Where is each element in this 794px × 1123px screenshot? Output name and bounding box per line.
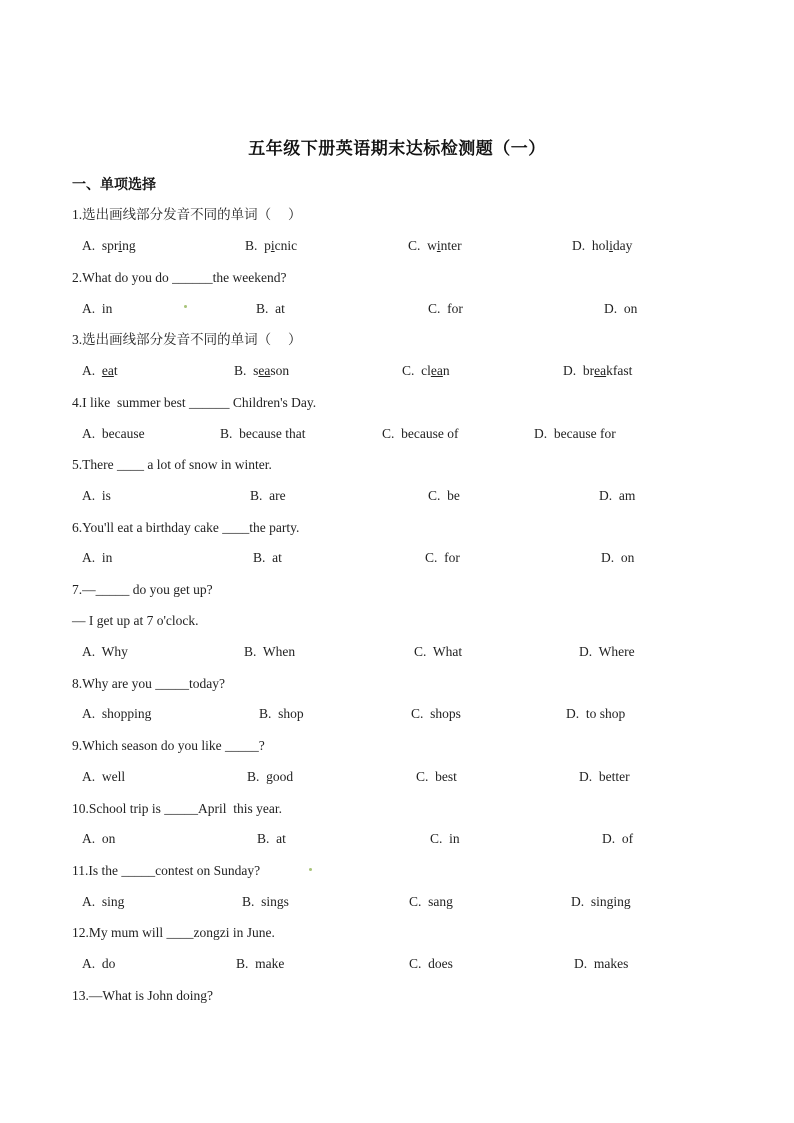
- page-title: 五年级下册英语期末达标检测题（一）: [248, 139, 546, 159]
- underlined-letters: ea: [594, 363, 607, 378]
- option-text: C. w: [408, 238, 437, 253]
- answer-option: [416, 768, 457, 786]
- answer-option: [402, 362, 450, 380]
- answer-option: [574, 955, 628, 973]
- question-stem: 7.—_____ do you get up?: [72, 582, 213, 597]
- question-stem: 4.I like summer best ______ Children's Day.: [72, 395, 317, 410]
- option-text: B. shop: [259, 706, 304, 721]
- question-stem: 5.There ____ a lot of snow in winter.: [72, 457, 272, 472]
- underlined-letters: ea: [101, 363, 114, 378]
- option-text: A. in: [82, 550, 113, 565]
- question-stem: 2.What do you do ______the weekend?: [72, 270, 287, 285]
- option-row: [0, 830, 794, 848]
- decorative-dot: [184, 305, 187, 308]
- answer-option: [604, 300, 637, 318]
- option-text: C. cl: [402, 363, 431, 378]
- option-row: [0, 893, 794, 911]
- answer-option: [257, 830, 286, 848]
- option-text: A. do: [82, 956, 116, 971]
- option-text-rest: nter: [440, 238, 462, 253]
- answer-option: [563, 362, 632, 380]
- answer-option: [247, 768, 293, 786]
- answer-option: [411, 705, 461, 723]
- option-text: B. sings: [242, 894, 289, 909]
- answer-option: [82, 425, 145, 443]
- option-text: A. is: [82, 488, 111, 503]
- option-text: D. hol: [572, 238, 610, 253]
- question-stem: 1.选出画线部分发音不同的单词（ ）: [72, 207, 302, 222]
- answer-option: [82, 830, 115, 848]
- question-stem: 8.Why are you _____today?: [72, 676, 225, 691]
- option-text: C. in: [430, 831, 460, 846]
- answer-option: [82, 893, 124, 911]
- answer-option: [82, 705, 151, 723]
- option-text: D. makes: [574, 956, 629, 971]
- question-stem: 13.—What is John doing?: [72, 988, 213, 1003]
- decorative-dot: [309, 868, 312, 871]
- answer-option: [220, 425, 305, 443]
- option-text: B. good: [247, 769, 294, 784]
- question-stem: 6.You'll eat a birthday cake ____the party.: [72, 520, 300, 535]
- answer-option: [579, 768, 630, 786]
- answer-option: [82, 237, 136, 255]
- answer-option: [244, 643, 295, 661]
- answer-option: [534, 425, 616, 443]
- option-row: [0, 705, 794, 723]
- answer-option: [430, 830, 460, 848]
- underlined-letters: ea: [430, 363, 443, 378]
- question-stem: 10.School trip is _____April this year.: [72, 801, 282, 816]
- option-text: B. p: [245, 238, 271, 253]
- option-text-rest: t: [113, 363, 118, 378]
- answer-option: [242, 893, 289, 911]
- option-text: B. at: [253, 550, 282, 565]
- option-row: [0, 643, 794, 661]
- option-text: C. for: [425, 550, 460, 565]
- answer-option: [425, 549, 460, 567]
- answer-option: [236, 955, 284, 973]
- answer-option: [571, 893, 631, 911]
- underlined-letters: i: [118, 238, 123, 253]
- option-text: D. Where: [579, 644, 635, 659]
- answer-option: [82, 549, 112, 567]
- option-text: B. are: [250, 488, 286, 503]
- question-stem: 3.选出画线部分发音不同的单词（ ）: [72, 332, 302, 347]
- option-text-rest: ng: [122, 238, 136, 253]
- option-text-rest: son: [270, 363, 290, 378]
- option-text: D. better: [579, 769, 630, 784]
- answer-option: [82, 955, 115, 973]
- option-text: A. Why: [82, 644, 128, 659]
- answer-option: [382, 425, 458, 443]
- option-text: C. be: [428, 488, 460, 503]
- option-text: A. on: [82, 831, 116, 846]
- answer-option: [572, 237, 632, 255]
- answer-option: [579, 643, 635, 661]
- option-row: [0, 237, 794, 255]
- answer-option: [601, 549, 634, 567]
- answer-option: [253, 549, 282, 567]
- option-text-rest: day: [612, 238, 633, 253]
- answer-option: [409, 955, 453, 973]
- option-text: D. of: [602, 831, 634, 846]
- underlined-letters: i: [436, 238, 441, 253]
- answer-option: [82, 487, 111, 505]
- option-text: B. make: [236, 956, 285, 971]
- option-text-rest: kfast: [606, 363, 633, 378]
- question-stem-answer-line: — I get up at 7 o'clock.: [72, 613, 199, 628]
- option-text: D. to shop: [566, 706, 626, 721]
- option-text: A. sing: [82, 894, 125, 909]
- answer-option: [428, 487, 460, 505]
- option-text: B. at: [257, 831, 286, 846]
- answer-option: [82, 768, 125, 786]
- answer-option: [256, 300, 285, 318]
- option-row: [0, 300, 794, 318]
- option-text: B. at: [256, 301, 285, 316]
- option-text: A. in: [82, 301, 113, 316]
- answer-option: [82, 300, 112, 318]
- question-stem: 12.My mum will ____zongzi in June.: [72, 925, 275, 940]
- underlined-letters: i: [609, 238, 613, 253]
- option-text: B. When: [244, 644, 296, 659]
- option-text: C. shops: [411, 706, 461, 721]
- option-row: [0, 362, 794, 380]
- answer-option: [409, 893, 453, 911]
- option-text: A.: [82, 363, 102, 378]
- option-row: [0, 549, 794, 567]
- option-text: D. on: [601, 550, 635, 565]
- question-stem: 9.Which season do you like _____?: [72, 738, 265, 753]
- answer-option: [566, 705, 625, 723]
- option-text: C. for: [428, 301, 463, 316]
- option-text: C. does: [409, 956, 453, 971]
- option-text-rest: n: [442, 363, 450, 378]
- option-text-rest: cnic: [274, 238, 298, 253]
- option-text: D. because for: [534, 426, 616, 441]
- option-text: C. best: [416, 769, 457, 784]
- answer-option: [602, 830, 633, 848]
- answer-option: [245, 237, 297, 255]
- underlined-letters: i: [270, 238, 275, 253]
- option-text: A. well: [82, 769, 126, 784]
- underlined-letters: ea: [258, 363, 271, 378]
- option-text: B. because that: [220, 426, 306, 441]
- option-text: D. am: [599, 488, 636, 503]
- option-row: [0, 955, 794, 973]
- option-text: B. s: [234, 363, 259, 378]
- option-text: A. spr: [82, 238, 119, 253]
- option-text: D. singing: [571, 894, 631, 909]
- answer-option: [250, 487, 286, 505]
- option-text: A. because: [82, 426, 145, 441]
- option-text: C. What: [414, 644, 463, 659]
- answer-option: [428, 300, 463, 318]
- answer-option: [259, 705, 304, 723]
- option-text: C. because of: [382, 426, 459, 441]
- answer-option: [414, 643, 462, 661]
- answer-option: [82, 362, 118, 380]
- answer-option: [82, 643, 128, 661]
- option-row: [0, 768, 794, 786]
- option-text: D. on: [604, 301, 638, 316]
- option-row: [0, 425, 794, 443]
- section-heading: 一、单项选择: [72, 177, 156, 193]
- option-text: C. sang: [409, 894, 453, 909]
- question-stem: 11.Is the _____contest on Sunday?: [72, 863, 261, 878]
- answer-option: [599, 487, 635, 505]
- option-text: A. shopping: [82, 706, 152, 721]
- answer-option: [234, 362, 289, 380]
- option-text: D. br: [563, 363, 595, 378]
- answer-option: [408, 237, 462, 255]
- option-row: [0, 487, 794, 505]
